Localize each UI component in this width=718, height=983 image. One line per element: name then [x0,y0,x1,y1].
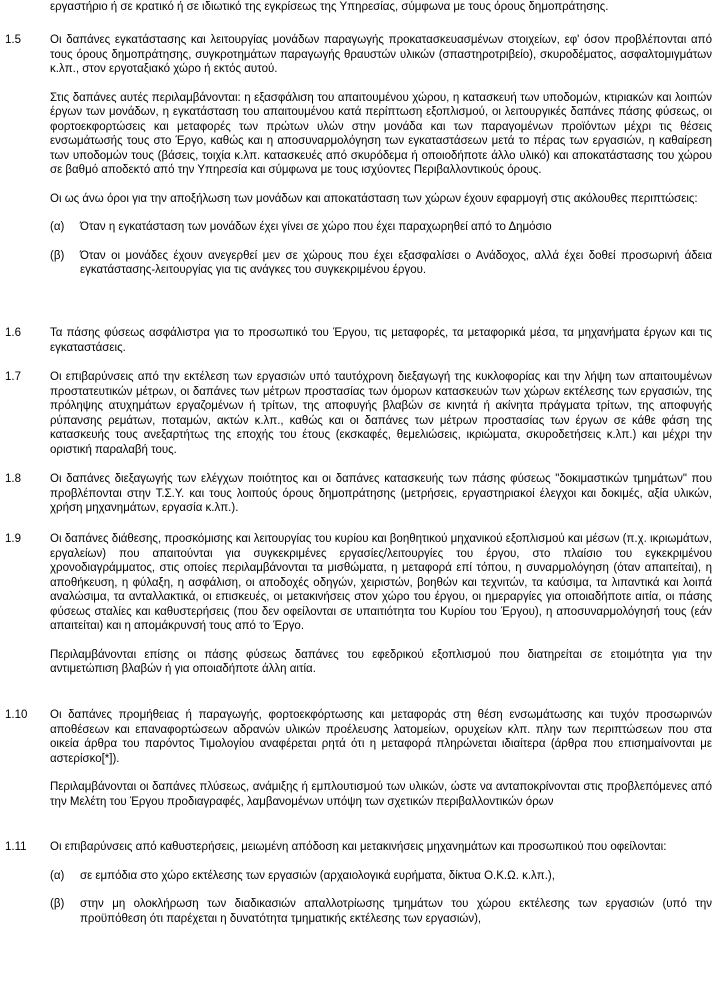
sub-item-text: Όταν οι μονάδες έχουν ανεγερθεί μεν σε χώρους που έχει εξασφαλίσει ο Ανάδοχος, αλλά έχει δοθεί προσωρινή άδεια εγκατάστασης-λειτουργίας για τις ανάγκες του συγκεκριμένου έργου. [80,249,712,276]
clause-body [50,370,712,471]
continued-paragraph: εργαστήριο ή σε κρατικό ή σε ιδιωτικό της εγκρίσεως της Υπηρεσίας, σύμφωνα με τους όρους δημοπράτησης. [50,1,609,13]
clause-paragraph: Οι δαπάνες διεξαγωγής των ελέγχων ποιότητος και οι δαπάνες κατασκευής των πάσης φύσεως "δοκιμαστικών τμημάτων" που προβλέπονται στην Τ.Σ.Υ. και τους λοιπούς όρους δημοπράτησης (μετρήσεις, εργαστηριακοί έλεγχοι και δοκιμές, αξία υλικών, χρήση μηχανημάτων, εργασία κ.λπ.). [50,473,712,514]
clause-paragraph: Τα πάσης φύσεως ασφάλιστρα για το προσωπικό του Έργου, τις μεταφορές, τα μεταφορικά μέσα, τα μηχανήματα έργων και τις εγκαταστάσεις. [50,327,712,354]
sub-item-text: Όταν η εγκατάσταση των μονάδων έχει γίνει σε χώρο που έχει παραχωρηθεί από το Δημόσιο [80,221,552,233]
sub-item-label: (β) [50,898,65,910]
clause-body [50,708,712,823]
clause-paragraph: Οι επιβαρύνσεις από καθυστερήσεις, μειωμένη απόδοση και μετακινήσεις μηχανημάτων και προσωπικού που οφείλονται: [50,841,667,853]
clause-number: 1.5 [5,34,21,46]
clause-paragraph: Περιλαμβάνονται οι δαπάνες πλύσεως, ανάμιξης ή εμπλουτισμού των υλικών, ώστε να ανταποκρίνονται στις προβλεπόμενες από την Μελέτη του Έργου προδιαγραφές, λαμβανομένων υπόψη των σχετικών περιβαλλοντικών όρων [50,781,712,808]
sub-item-label: (β) [50,249,65,262]
clause-number: 1.6 [5,327,21,339]
sub-item [50,869,712,884]
sub-item-text: σε εμπόδια στο χώρο εκτέλεσης των εργασιών (αρχαιολογικά ευρήματα, δίκτυα Ο.Κ.Ω. κ.λπ.), [80,869,555,882]
clause-paragraph: Στις δαπάνες αυτές περιλαμβάνονται: η εξασφάλιση του απαιτουμένου χώρου, η κατασκευή των υποδομών, κτιριακών και λοιπών έργων των μονάδων, η εγκατάσταση του απαιτουμένου κατά περίπτωση εξοπλισμού, οι λειτουργικές δαπάνες πάσης φύσεως, οι φορτοεκφορτώσεις και μεταφορές των πρώτων υλών στην μονάδα και των παραγομένων προϊόντων μέχρι τις θέσεις ενσωμάτωσής τους στο Έργο, καθώς και η αποσυναρμολόγηση των εγκαταστάσεων μετά το πέρας των εργασιών, η καθαίρεση των υποδομών τους (βάσεις, τοιχία κ.λπ. κατασκευές από σκυρόδεμα ή οποιοδήποτε άλλο υλικό) και αποκατάστασης του χώρου σε βαθμό αποδεκτό από την Υπηρεσία και σύμφωνα με τους ισχύοντες Περιβαλλοντικούς όρους. [50,91,712,176]
clause-number: 1.10 [5,709,28,721]
clause-body [50,472,712,530]
sub-item-text: στην μη ολοκλήρωση των διαδικασιών απαλλοτρίωσης τμημάτων του χώρου εκτέλεσης των εργασιών (υπό την προϋπόθεση ότι παρέχεται η δυνατότητα τμηματικής εκτέλεσης των εργασιών), [80,898,712,925]
clause-paragraph: Οι δαπάνες διάθεσης, προσκόμισης και λειτουργίας του κυρίου και βοηθητικού μηχανικού εξοπλισμού και μέσων (π.χ. ικριωμάτων, εργαλείων) που απαιτούνται για συγκεκριμένες εργασίες/λειτουργίες του έργου, στο πλαίσιο του εγκεκριμένου χρονοδιαγράμματος, στις οποίες περιλαμβάνονται τα μισθώματα, η μεταφορά επί τόπου, η συναρμολόγηση (όταν απαιτείται), η αποθήκευση, η φύλαξη, η ασφάλιση, οι αποδοχές οδηγών, χειριστών, βοηθών και τεχνιτών, τα καύσιμα, τα λιπαντικά και λοιπά αναλώσιμα, τα ανταλλακτικά, οι επισκευές, οι μετακινήσεις στον χώρο του έργου, οι ημεραργίες για οποιαδήποτε αιτία, οι πάσης φύσεως σταλίες και καθυστερήσεις (που δεν οφείλονται σε υπαιτιότητα του Κυρίου του Έργου), η αποσυναρμολόγησή τους (εάν απαιτείται) και η απομάκρυνσή τους από το Έργο. [50,533,712,632]
clause-number: 1.11 [5,841,27,853]
clause-number: 1.9 [5,533,21,545]
clause-paragraph: Οι ως άνω όροι για την αποξήλωση των μονάδων και αποκατάσταση των χώρων έχουν εφαρμογή στις ακόλουθες περιπτώσεις: [50,192,698,205]
clause-body [50,840,712,940]
sub-item-label: (α) [50,869,65,882]
clause-body [50,33,712,292]
clause-paragraph: Οι επιβαρύνσεις από την εκτέλεση των εργασιών υπό ταυτόχρονη διεξαγωγή της κυκλοφορίας και την λήψη των απαιτουμένων προστατευτικών μέτρων, οι δαπάνες των μέτρων προστασίας των όμορων κατασκευών των χώρων εκτέλεσης των εργασιών, της πρόληψης ατυχημάτων εργαζομένων ή τρίτων, της αποφυγής βλαβών σε κινητά ή ακίνητα πράγματα τρίτων, της αποφυγής ρύπανσης ρεμάτων, ποταμών, ακτών κ.λπ., καθώς και οι δαπάνες των μέτρων προστασίας των έργων σε κάθε φάση της κατασκευής τους ανεξαρτήτως της εποχής του έτους (εκσκαφές, θεμελιώσεις, ικριώματα, σκυροδετήσεις κ.λπ.) και μέχρι την οριστική παραλαβή τους. [50,371,712,456]
clause-body [50,326,712,369]
clause-paragraph: Οι δαπάνες εγκατάστασης και λειτουργίας μονάδων παραγωγής προκατασκευασμένων στοιχείων, εφ' όσον προβλέπονται από τους όρους δημοπράτησης, συγκροτημάτων παραγωγής θραυστών υλικών (σπαστηροτριβείο), σκυροδέματος, ασφαλτομιγμάτων κ.λπ., στον εργοταξιακό χώρο ή εκτός αυτού. [50,34,712,75]
clause-paragraph: Οι δαπάνες προμήθειας ή παραγωγής, φορτοεκφόρτωσης και μεταφοράς στη θέση ενσωμάτωσης και τυχόν προσωρινών αποθέσεων και επαναφορτώσεων αδρανών υλικών προέλευσης λατομείων, ορυχείων κλπ. πλην των περιπτώσεων που στα οικεία άρθρα του παρόντος Τιμολογίου αναφέρεται ρητά ότι η μεταφορά πληρώνεται ιδιαίτερα (άρθρα που επισημαίνονται με αστερίσκο[*]). [50,709,712,765]
clause-paragraph: Περιλαμβάνονται επίσης οι πάσης φύσεως δαπάνες του εφεδρικού εξοπλισμού που διατηρείται σε ετοιμότητα για την αντιμετώπιση βλαβών ή για οποιαδήποτε άλλη αιτία. [50,648,712,675]
sub-item [50,897,712,926]
sub-item-label: (α) [50,221,65,233]
clause-number: 1.8 [5,473,21,485]
clause-number: 1.7 [5,371,21,383]
sub-item [50,220,712,235]
clause-body [50,532,712,691]
sub-item [50,249,712,278]
